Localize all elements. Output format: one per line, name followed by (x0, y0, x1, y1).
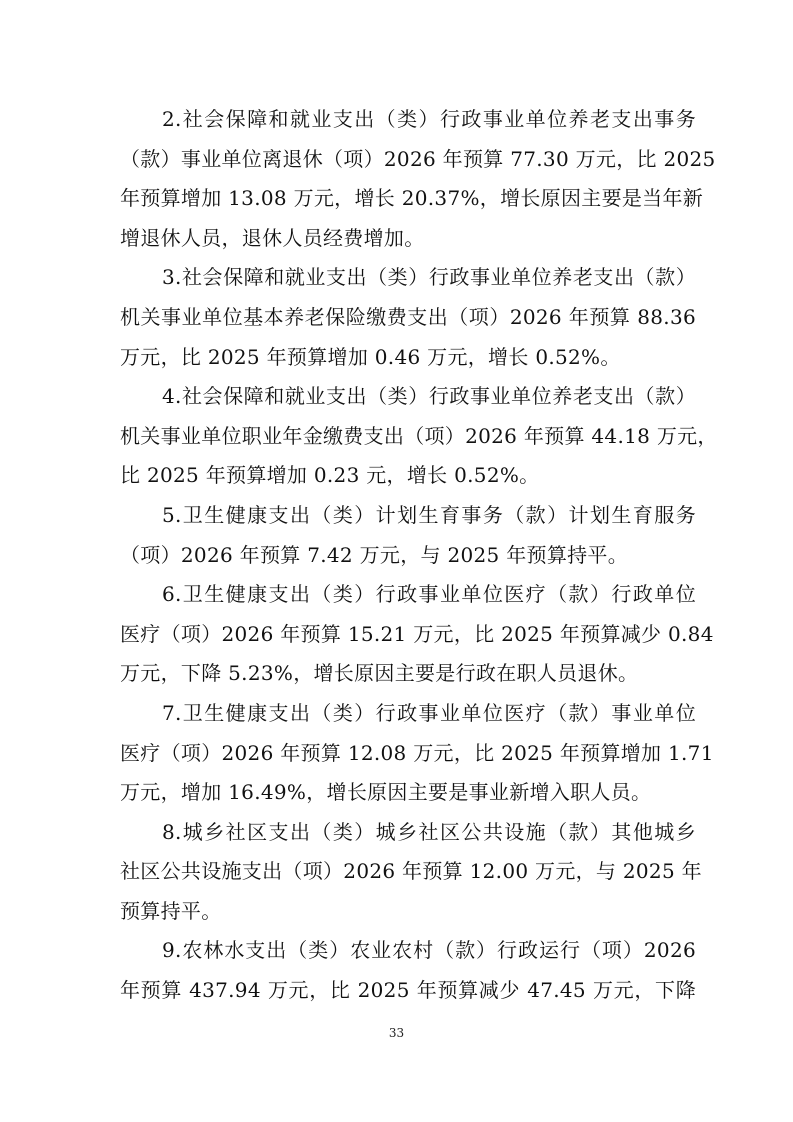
paragraph-line: 4.社会保障和就业支出（类）行政事业单位养老支出（款） (162, 384, 696, 409)
page-number: 33 (388, 1026, 405, 1040)
paragraph-line: 8.城乡社区支出（类）城乡社区公共设施（款）其他城乡 (162, 819, 696, 844)
paragraph-line: 机关事业单位基本养老保险缴费支出（项）2026 年预算 88.36 (120, 304, 696, 329)
paragraph-line: 年预算 437.94 万元，比 2025 年预算减少 47.45 万元，下降 (120, 978, 696, 1003)
paragraph-line: （款）事业单位离退休（项）2026 年预算 77.30 万元，比 2025 (120, 146, 716, 171)
paragraph-line: 社区公共设施支出（项）2026 年预算 12.00 万元，与 2025 年 (120, 859, 702, 884)
paragraph-line: 万元，下降 5.23%，增长原因主要是行政在职人员退休。 (120, 661, 639, 686)
paragraph-line: 增退休人员，退休人员经费增加。 (120, 225, 425, 250)
paragraph-item-7 (120, 694, 714, 813)
paragraph-line: 机关事业单位职业年金缴费支出（项）2026 年预算 44.18 万元， (120, 423, 718, 448)
paragraph-line: 3.社会保障和就业支出（类）行政事业单位养老支出（款） (162, 265, 696, 290)
paragraph-line: 医疗（项）2026 年预算 15.21 万元，比 2025 年预算减少 0.84 (120, 621, 714, 646)
paragraph-line: 预算持平。 (120, 898, 222, 923)
paragraph-item-5 (120, 496, 696, 575)
paragraph-line: （项）2026 年预算 7.42 万元，与 2025 年预算持平。 (120, 542, 629, 567)
paragraph-line: 6.卫生健康支出（类）行政事业单位医疗（款）行政单位 (162, 582, 696, 607)
paragraph-line: 医疗（项）2026 年预算 12.08 万元，比 2025 年预算增加 1.71 (120, 740, 714, 765)
paragraph-item-4 (120, 377, 718, 496)
document-body (120, 100, 718, 1011)
paragraph-line: 9.农林水支出（类）农业农村（款）行政运行（项）2026 (162, 938, 696, 963)
paragraph-item-9 (120, 931, 696, 1010)
paragraph-line: 万元，增加 16.49%，增长原因主要是事业新增入职人员。 (120, 780, 652, 805)
paragraph-item-6 (120, 575, 714, 694)
paragraph-item-8 (120, 813, 702, 932)
paragraph-line: 万元，比 2025 年预算增加 0.46 万元，增长 0.52%。 (120, 344, 621, 369)
paragraph-item-3 (120, 258, 696, 377)
paragraph-item-2 (120, 100, 716, 258)
paragraph-line: 年预算增加 13.08 万元，增长 20.37%，增长原因主要是当年新 (120, 186, 704, 211)
paragraph-line: 2.社会保障和就业支出（类）行政事业单位养老支出事务 (162, 107, 696, 131)
paragraph-line: 5.卫生健康支出（类）计划生育事务（款）计划生育服务 (162, 502, 696, 527)
paragraph-line: 比 2025 年预算增加 0.23 元，增长 0.52%。 (120, 463, 540, 488)
paragraph-line: 7.卫生健康支出（类）行政事业单位医疗（款）事业单位 (162, 700, 696, 725)
